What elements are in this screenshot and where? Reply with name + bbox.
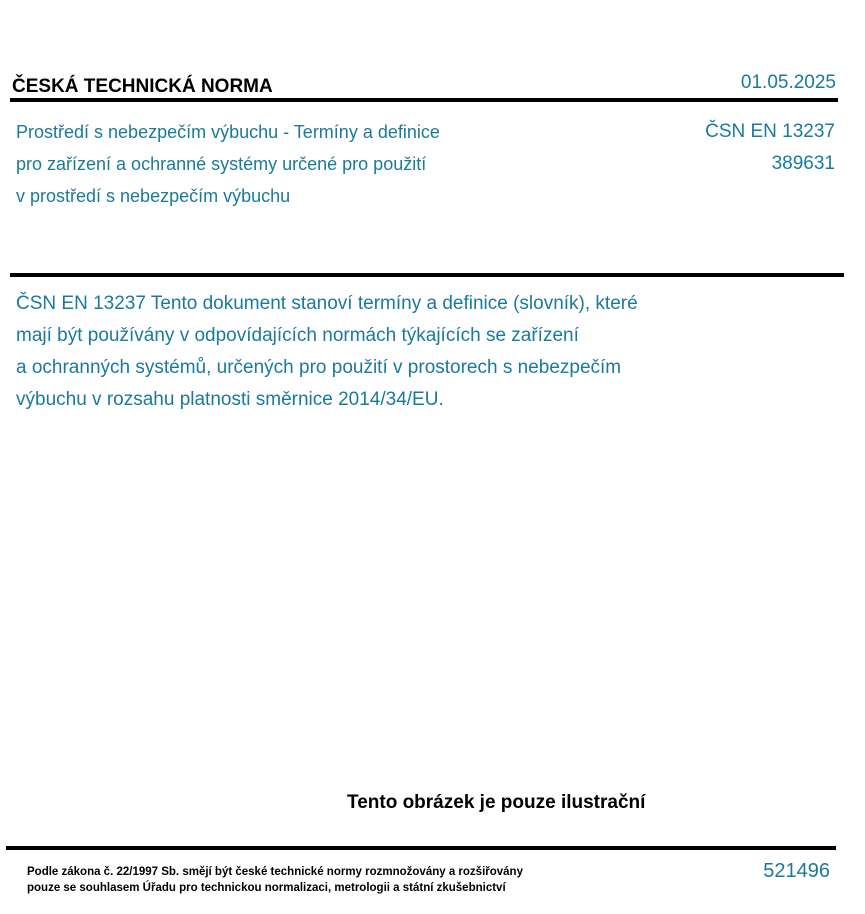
abstract-text: [16, 288, 776, 416]
standard-title: [16, 116, 616, 212]
abstract-line: mají být používány v odpovídajících normách týkajících se zařízení: [16, 325, 579, 346]
legal-notice: [27, 864, 523, 896]
legal-notice-line: pouze se souhlasem Úřadu pro technickou normalizaci, metrologii a státní zkušebnictví: [27, 882, 506, 894]
section-divider: [10, 273, 844, 277]
abstract-line: ČSN EN 13237 Tento dokument stanoví termíny a definice (slovník), které: [16, 293, 638, 314]
illustration-note: Tento obrázek je pouze ilustrační: [347, 792, 646, 813]
abstract-line: a ochranných systémů, určených pro použití v prostorech s nebezpečím: [16, 357, 622, 378]
legal-notice-line: Podle zákona č. 22/1997 Sb. smějí být české technické normy rozmnožovány a rozšiřovány: [27, 866, 523, 878]
standard-title-line: Prostředí s nebezpečím výbuchu - Termíny a definice: [16, 122, 440, 142]
standard-identifiers: [705, 116, 835, 180]
document-number: 521496: [763, 860, 830, 882]
standard-title-line: v prostředí s nebezpečím výbuchu: [16, 186, 291, 206]
abstract-line: výbuchu v rozsahu platnosti směrnice 2014/34/EU.: [16, 389, 444, 410]
page-header-title: ČESKÁ TECHNICKÁ NORMA: [12, 76, 273, 97]
classification-code: 389631: [771, 153, 835, 174]
publication-date: 01.05.2025: [740, 72, 836, 93]
footer-divider: [6, 846, 836, 850]
standard-designation: ČSN EN 13237: [705, 121, 835, 142]
header-divider: [10, 98, 838, 102]
standard-title-line: pro zařízení a ochranné systémy určené pro použití: [16, 154, 427, 174]
